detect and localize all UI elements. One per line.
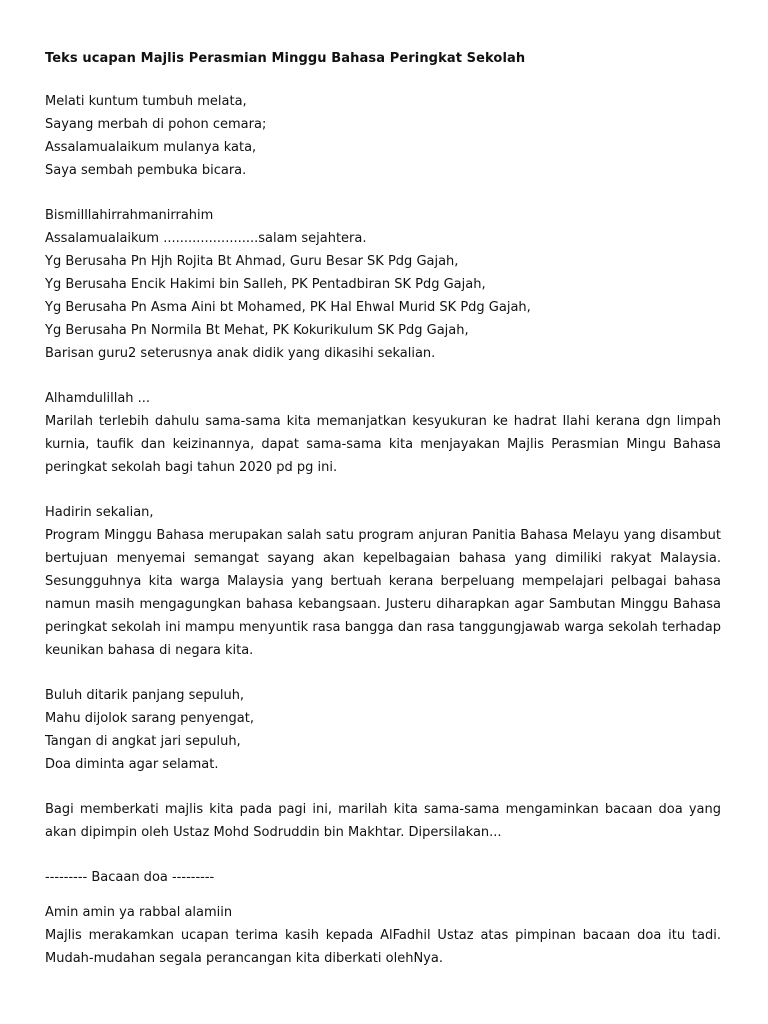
- opening-pantun: [45, 90, 721, 182]
- salutation-pk-pentadbiran: Yg Berusaha Encik Hakimi bin Salleh, PK Pentadbiran SK Pdg Gajah,: [45, 277, 486, 292]
- salutation-bismillah: Bismilllahirrahmanirrahim: [45, 208, 214, 223]
- program-section: [45, 501, 721, 662]
- doa-pantun-line-1: Buluh ditarik panjang sepuluh,: [45, 688, 245, 703]
- document-title: Teks ucapan Majlis Perasmian Minggu Bahasa Peringkat Sekolah: [45, 51, 526, 66]
- salutations: [45, 204, 721, 365]
- doa-invitation-section: [45, 798, 721, 844]
- salutation-guru-besar: Yg Berusaha Pn Hjh Rojita Bt Ahmad, Guru Besar SK Pdg Gajah,: [45, 254, 459, 269]
- closing-amin: Amin amin ya rabbal alamiin: [45, 905, 233, 920]
- doa-invitation-paragraph: Bagi memberkati majlis kita pada pagi ini, marilah kita sama-sama mengaminkan bacaan doa yang akan dipimpin oleh Ustaz Mohd Sodruddin bin Makhtar. Dipersilakan...: [45, 802, 721, 840]
- doa-pantun-line-4: Doa diminta agar selamat.: [45, 757, 219, 772]
- pantun-line-2: Sayang merbah di pohon cemara;: [45, 117, 267, 132]
- gratitude-section: [45, 387, 721, 479]
- gratitude-opening: Alhamdulillah ...: [45, 391, 151, 406]
- salutation-greeting: Assalamualaikum .......................salam sejahtera.: [45, 231, 367, 246]
- salutation-teachers-students: Barisan guru2 seterusnya anak didik yang dikasihi sekalian.: [45, 346, 436, 361]
- salutation-pk-hem: Yg Berusaha Pn Asma Aini bt Mohamed, PK Hal Ehwal Murid SK Pdg Gajah,: [45, 300, 531, 315]
- doa-pantun: [45, 684, 721, 776]
- salutation-pk-kokurikulum: Yg Berusaha Pn Normila Bt Mehat, PK Kokurikulum SK Pdg Gajah,: [45, 323, 469, 338]
- speech-document: [45, 50, 721, 992]
- gratitude-paragraph: Marilah terlebih dahulu sama-sama kita memanjatkan kesyukuran ke hadrat Ilahi kerana dgn limpah kurnia, taufik dan keizinannya, dapat sama-sama kita menjayakan Majlis Perasmian Mingu Bahasa peringkat sekolah bagi tahun 2020 pd pg ini.: [45, 414, 721, 475]
- closing-paragraph: Majlis merakamkan ucapan terima kasih kepada AlFadhil Ustaz atas pimpinan bacaan doa itu tadi. Mudah-mudahan segala perancangan kita diberkati olehNya.: [45, 928, 721, 966]
- doa-pantun-line-3: Tangan di angkat jari sepuluh,: [45, 734, 241, 749]
- pantun-line-1: Melati kuntum tumbuh melata,: [45, 94, 247, 109]
- doa-pantun-line-2: Mahu dijolok sarang penyengat,: [45, 711, 254, 726]
- doa-separator: --------- Bacaan doa ---------: [45, 870, 215, 885]
- program-paragraph: Program Minggu Bahasa merupakan salah satu program anjuran Panitia Bahasa Melayu yang disambut bertujuan menyemai semangat sayang akan kepelbagaian bahasa yang dimiliki rakyat Malaysia. Sesungguhnya kita warga Malaysia yang bertuah kerana berpeluang mempelajari pelbagai bahasa namun masih mengagungkan bahasa kebangsaan. Justeru diharapkan agar Sambutan Minggu Bahasa peringkat sekolah ini mampu menyuntik rasa bangga dan rasa tanggungjawab warga sekolah terhadap keunikan bahasa di negara kita.: [45, 528, 721, 658]
- closing-section: [45, 901, 721, 970]
- program-opening: Hadirin sekalian,: [45, 505, 154, 520]
- pantun-line-3: Assalamualaikum mulanya kata,: [45, 140, 257, 155]
- pantun-line-4: Saya sembah pembuka bicara.: [45, 163, 247, 178]
